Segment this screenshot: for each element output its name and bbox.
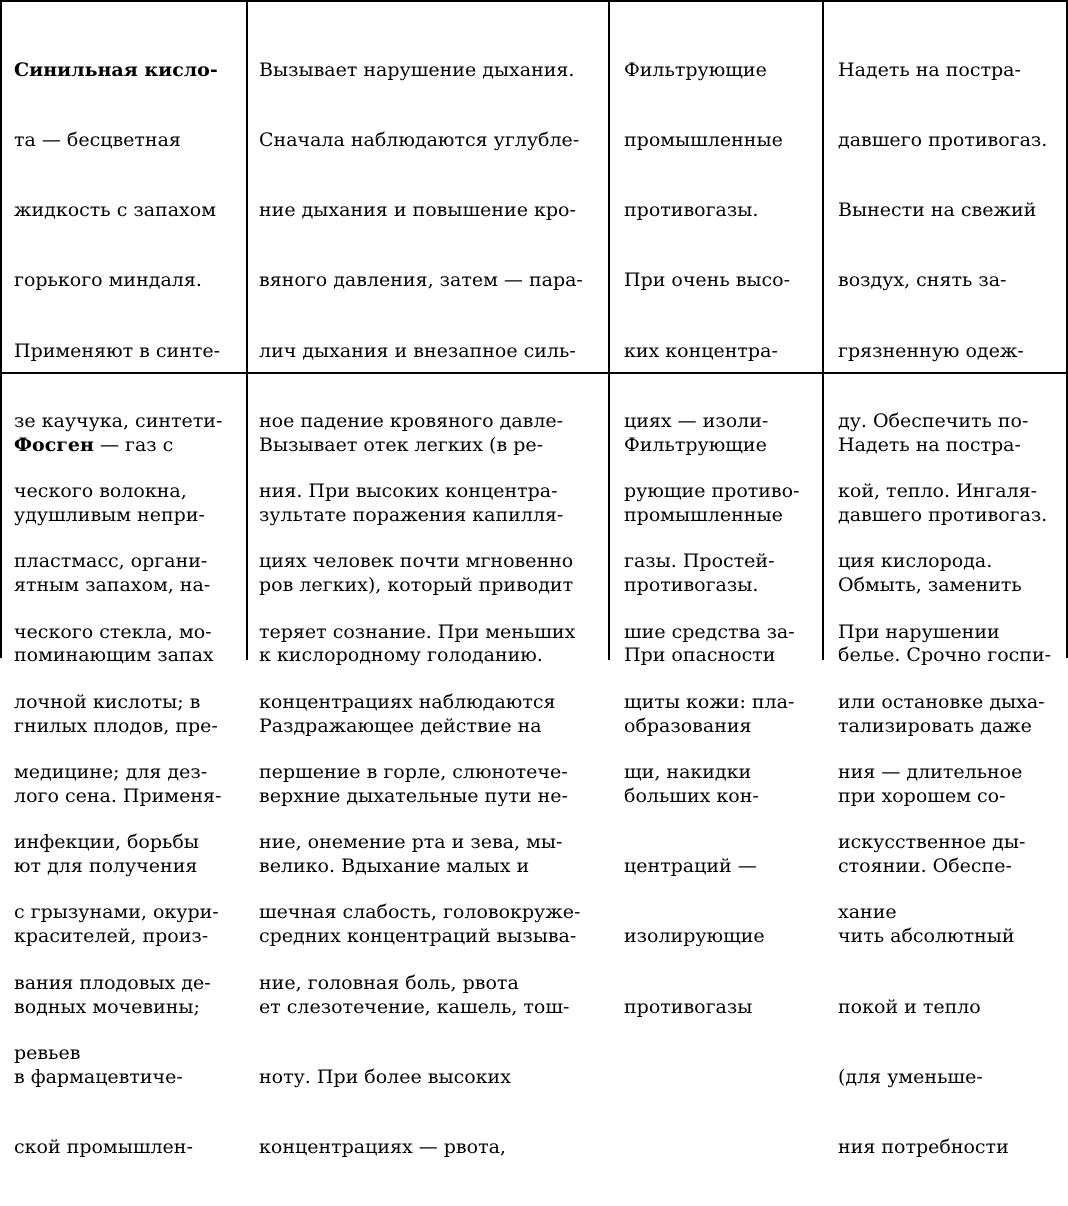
- first-aid-line: ду. Обеспечить по-: [838, 409, 1029, 432]
- symptoms-line: ноту. При более высоких: [259, 1065, 511, 1088]
- substance-line: гнилых плодов, пре-: [14, 714, 218, 737]
- first-aid-line: Надеть на постра-: [838, 433, 1021, 456]
- first-aid-line: грязненную одеж-: [838, 339, 1024, 362]
- protection-line: шие средства за-: [624, 620, 795, 643]
- substance-line: горького миндаля.: [14, 269, 202, 292]
- column-divider: [608, 2, 610, 660]
- protection-line: циях — изоли-: [624, 409, 769, 432]
- first-aid-line: белье. Срочно госпи-: [838, 644, 1052, 667]
- protection-line: центраций —: [624, 855, 757, 878]
- substance-line-rest: — газ с: [93, 433, 174, 456]
- protection-line: Фильтрующие: [624, 58, 767, 81]
- first-aid-line: искусственное ды-: [838, 831, 1026, 854]
- substance-line: вания плодовых де-: [14, 971, 211, 994]
- protection-line: больших кон-: [624, 784, 759, 807]
- protection-line: рующие противо-: [624, 480, 800, 503]
- first-aid-line: ния потребности: [838, 1136, 1009, 1158]
- symptoms-line: першение в горле, слюнотече-: [259, 761, 568, 783]
- first-aid-line: при хорошем со-: [838, 784, 1006, 807]
- substance-line: с грызунами, окури-: [14, 901, 219, 924]
- substance-line: ческого волокна,: [14, 480, 187, 503]
- protection-line: образования: [624, 714, 752, 737]
- row-phosgene-protection-cell: [624, 387, 783, 1066]
- symptoms-line: концентрациях — рвота,: [259, 1136, 506, 1158]
- protection-line: ких концентра-: [624, 339, 778, 362]
- symptoms-line: ет слезотечение, кашель, тош-: [259, 995, 570, 1018]
- first-aid-line: кой, тепло. Ингаля-: [838, 480, 1038, 503]
- substance-line: пластмасс, органи-: [14, 550, 208, 573]
- first-aid-line: При нарушении: [838, 620, 1000, 643]
- symptoms-line: ние, головная боль, рвота: [259, 971, 519, 994]
- first-aid-line: покой и тепло: [838, 995, 981, 1018]
- substance-line: жидкость с запахом: [14, 199, 216, 222]
- substance-line: инфекции, борьбы: [14, 831, 199, 854]
- protection-line: противогазы.: [624, 199, 759, 222]
- row-phosgene-substance-cell: [14, 387, 221, 1206]
- symptoms-line: теряет сознание. При меньших: [259, 620, 576, 643]
- symptoms-line: Вызывает отек легких (в ре-: [259, 433, 544, 456]
- first-aid-line: чить абсолютный: [838, 925, 1015, 948]
- substance-line: водных мочевины;: [14, 995, 200, 1018]
- first-aid-line: ния — длительное: [838, 761, 1023, 783]
- protection-line: Фильтрующие: [624, 433, 767, 456]
- first-aid-line: или остановке дыха-: [838, 690, 1045, 713]
- substance-line: лочной кислоты; в: [14, 690, 201, 713]
- substance-name: Синильная кисло-: [14, 58, 218, 81]
- substance-name: Фосген: [14, 433, 94, 456]
- symptoms-line: вяного давления, затем — пара-: [259, 269, 583, 292]
- symptoms-line: ния. При высоких концентра-: [259, 480, 558, 503]
- substance-line: ятным запахом, на-: [14, 574, 211, 597]
- protection-line: противогазы: [624, 995, 753, 1018]
- first-aid-line: хание: [838, 901, 897, 924]
- first-aid-line: давшего противогаз.: [838, 129, 1048, 152]
- symptoms-line: ние, онемение рта и зева, мы-: [259, 831, 563, 854]
- protection-line: При очень высо-: [624, 269, 791, 292]
- protection-line: При опасности: [624, 644, 776, 667]
- row-phosgene-first-aid-cell: [838, 387, 1051, 1206]
- first-aid-line: Обмыть, заменить: [838, 574, 1022, 597]
- first-aid-line: Надеть на постра-: [838, 58, 1021, 81]
- symptoms-line: к кислородному голоданию.: [259, 644, 543, 667]
- protection-line: промышленные: [624, 129, 783, 152]
- symptoms-line: ние дыхания и повышение кро-: [259, 199, 576, 222]
- substance-line: в фармацевтиче-: [14, 1065, 183, 1088]
- substance-line: ческого стекла, мо-: [14, 620, 212, 643]
- first-aid-line: давшего противогаз.: [838, 504, 1048, 527]
- substance-line: лого сена. Применя-: [14, 784, 222, 807]
- symptoms-line: Вызывает нарушение дыхания.: [259, 58, 575, 81]
- symptoms-line: концентрациях наблюдаются: [259, 690, 556, 713]
- substance-line: поминающим запах: [14, 644, 214, 667]
- symptoms-line: ров легких), который приводит: [259, 574, 574, 597]
- substance-line: ют для получения: [14, 855, 198, 878]
- symptoms-line: циях человек почти мгновенно: [259, 550, 574, 573]
- first-aid-line: стоянии. Обеспе-: [838, 855, 1012, 878]
- protection-line: щиты кожи: пла-: [624, 690, 795, 713]
- symptoms-line: ное падение кровяного давле-: [259, 409, 564, 432]
- substance-line: удушливым непри-: [14, 504, 205, 527]
- symptoms-line: лич дыхания и внезапное силь-: [259, 339, 576, 362]
- first-aid-line: ция кислорода.: [838, 550, 993, 573]
- symptoms-line: средних концентраций вызыва-: [259, 925, 577, 948]
- symptoms-line: верхние дыхательные пути не-: [259, 784, 568, 807]
- symptoms-line: Сначала наблюдаются углубле-: [259, 129, 580, 152]
- symptoms-line: велико. Вдыхание малых и: [259, 855, 530, 878]
- first-aid-line: тализировать даже: [838, 714, 1032, 737]
- row-phosgene-symptoms-cell: [259, 387, 576, 1206]
- protection-line: противогазы.: [624, 574, 759, 597]
- first-aid-line: Вынести на свежий: [838, 199, 1037, 222]
- substance-line: красителей, произ-: [14, 925, 209, 948]
- first-aid-line: воздух, снять за-: [838, 269, 1007, 292]
- substance-line: [14, 59, 222, 82]
- protection-line: промышленные: [624, 504, 783, 527]
- symptoms-line: зультате поражения капилля-: [259, 504, 564, 527]
- column-divider: [822, 2, 824, 660]
- protection-line: изолирующие: [624, 925, 765, 948]
- substance-line: ской промышлен-: [14, 1136, 193, 1158]
- symptoms-line: Раздражающее действие на: [259, 714, 542, 737]
- substance-line: медицине; для дез-: [14, 761, 208, 783]
- column-divider: [246, 2, 248, 660]
- substance-line: та — бесцветная: [14, 129, 181, 152]
- protection-line: щи, накидки: [624, 761, 752, 783]
- substance-line: зе каучука, синтети-: [14, 409, 223, 432]
- substance-line: ревьев: [14, 1041, 81, 1064]
- substance-line: Применяют в синте-: [14, 339, 221, 362]
- substance-line: [14, 434, 221, 457]
- first-aid-line: (для уменьше-: [838, 1065, 983, 1088]
- protection-line: газы. Простей-: [624, 550, 775, 573]
- symptoms-line: шечная слабость, головокруже-: [259, 901, 581, 924]
